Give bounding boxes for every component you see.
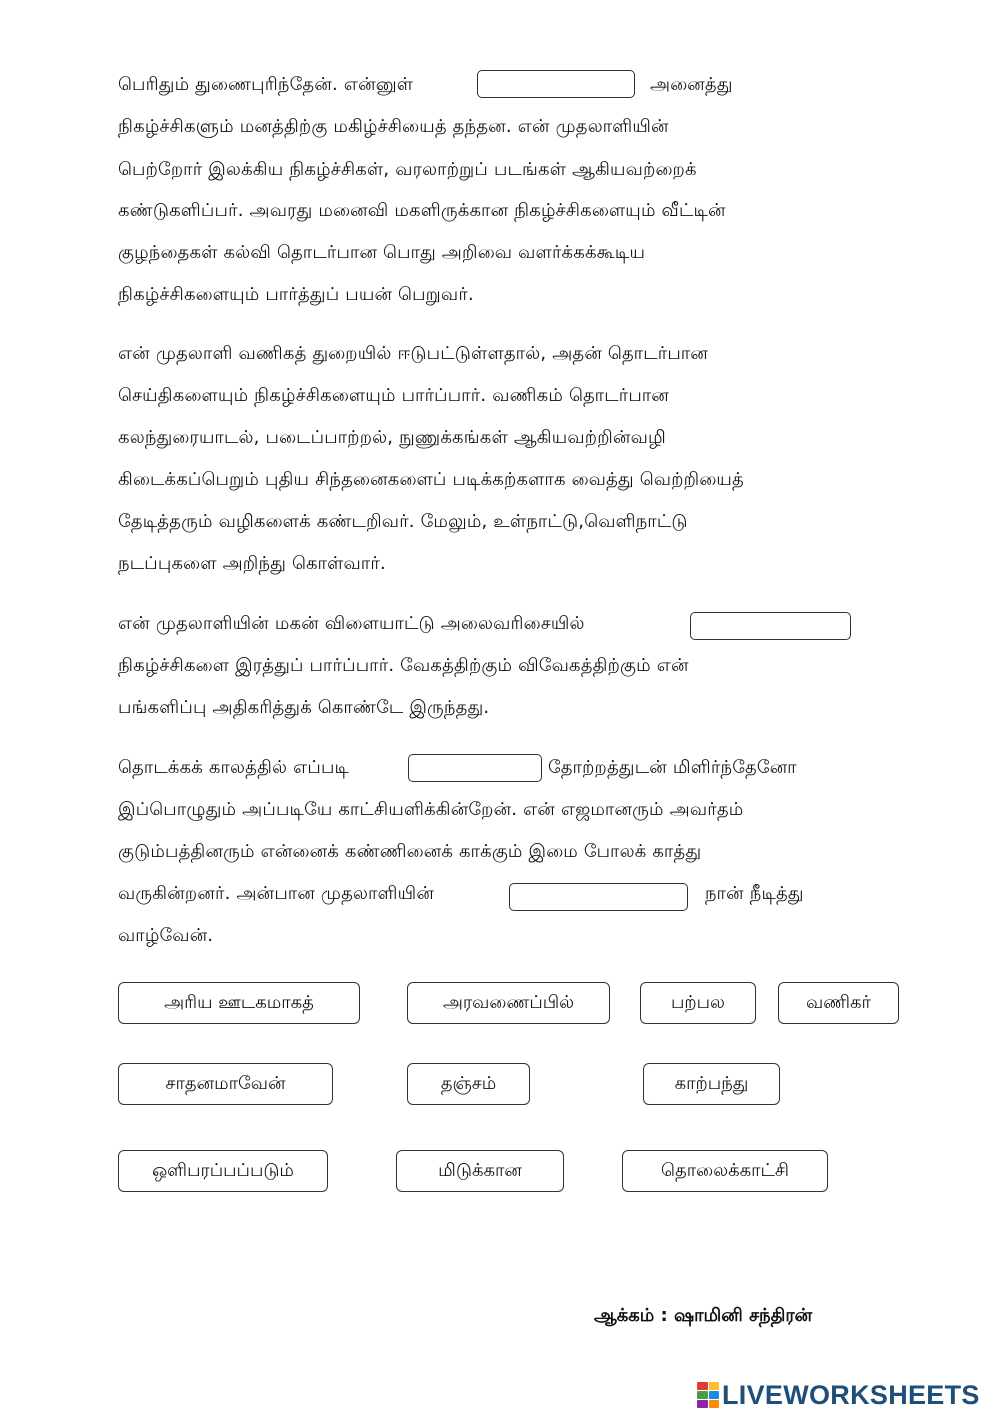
- p1-line3: பெற்றோர் இலக்கிய நிகழ்ச்சிகள், வரலாற்றுப் படங்கள் ஆகியவற்றைக்: [118, 159, 697, 180]
- word-chip-tholaikkaatchi[interactable]: தொலைக்காட்சி: [622, 1150, 828, 1192]
- logo-block: [709, 1382, 720, 1390]
- word-chip-thanjam[interactable]: தஞ்சம்: [407, 1063, 530, 1105]
- p4-line2: இப்பொழுதும் அப்படியே காட்சியளிக்கின்றேன். என் எஜமானரும் அவர்தம்: [118, 799, 744, 820]
- word-chip-midukkana[interactable]: மிடுக்கான: [396, 1150, 564, 1192]
- liveworksheets-logo-icon: [697, 1382, 719, 1408]
- logo-block: [697, 1400, 708, 1408]
- p1-line2: நிகழ்ச்சிகளும் மனத்திற்கு மகிழ்ச்சியைத் தந்தன. என் முதலாளியின்: [118, 116, 669, 137]
- liveworksheets-logo[interactable]: [697, 1378, 980, 1412]
- answer-input-1[interactable]: [478, 71, 634, 97]
- p1-line1-before: பெரிதும் துணைபுரிந்தேன். என்னுள்: [118, 74, 414, 95]
- word-chip-ariya-oodagamaga[interactable]: அரிய ஊடகமாகத்: [118, 982, 360, 1024]
- p2-line5: தேடித்தரும் வழிகளைக் கண்டறிவர். மேலும், உள்நாட்டு,வெளிநாட்டு: [118, 511, 688, 532]
- author-credit: ஆக்கம் : ஷாமினி சந்திரன்: [594, 1305, 813, 1326]
- logo-block: [697, 1382, 708, 1390]
- p1-line6: நிகழ்ச்சிகளையும் பார்த்துப் பயன் பெறுவர்.: [118, 284, 474, 305]
- p2-line4: கிடைக்கப்பெறும் புதிய சிந்தனைகளைப் படிக்கற்களாக வைத்து வெற்றியைத்: [118, 469, 744, 490]
- word-chip-kaarpanthu[interactable]: காற்பந்து: [643, 1063, 780, 1105]
- p3-line3: பங்களிப்பு அதிகரித்துக் கொண்டே இருந்தது.: [118, 697, 490, 718]
- word-chip-aravanaippil[interactable]: அரவணைப்பில்: [407, 982, 610, 1024]
- word-chip-sathanamaven[interactable]: சாதனமாவேன்: [118, 1063, 333, 1105]
- p2-line3: கலந்துரையாடல், படைப்பாற்றல், நுணுக்கங்கள் ஆகியவற்றின்வழி: [118, 427, 666, 448]
- answer-blank-4[interactable]: [509, 883, 688, 911]
- answer-input-3[interactable]: [409, 755, 541, 781]
- p2-line2: செய்திகளையும் நிகழ்ச்சிகளையும் பார்ப்பார். வணிகம் தொடர்பான: [118, 385, 670, 406]
- logo-block: [709, 1400, 720, 1408]
- word-chip-vanigar[interactable]: வணிகர்: [778, 982, 899, 1024]
- liveworksheets-logo-text: LIVEWORKSHEETS: [722, 1379, 980, 1410]
- p4-line4-after: நான் நீடித்து: [705, 883, 804, 904]
- p3-line1-before: என் முதலாளியின் மகன் விளையாட்டு அலைவரிசையில்: [118, 613, 585, 634]
- word-chip-olibarappappadum[interactable]: ஒளிபரப்பப்படும்: [118, 1150, 328, 1192]
- answer-blank-3[interactable]: [408, 754, 542, 782]
- p4-line3: குடும்பத்தினரும் என்னைக் கண்ணினைக் காக்கும் இமை போலக் காத்து: [118, 841, 702, 862]
- word-chip-parpala[interactable]: பற்பல: [640, 982, 756, 1024]
- p1-line4: கண்டுகளிப்பர். அவரது மனைவி மகளிருக்கான நிகழ்ச்சிகளையும் வீட்டின்: [118, 200, 726, 221]
- p4-line1-before: தொடக்கக் காலத்தில் எப்படி: [118, 757, 350, 778]
- logo-block: [709, 1391, 720, 1399]
- answer-blank-2[interactable]: [690, 612, 851, 640]
- p2-line1: என் முதலாளி வணிகத் துறையில் ஈடுபட்டுள்ளதால், அதன் தொடர்பான: [118, 343, 709, 364]
- answer-blank-1[interactable]: [477, 70, 635, 98]
- p1-line1-after: அனைத்து: [650, 74, 733, 95]
- p3-line2: நிகழ்ச்சிகளை இரத்துப் பார்ப்பார். வேகத்திற்கும் விவேகத்திற்கும் என்: [118, 655, 689, 676]
- logo-block: [697, 1391, 708, 1399]
- p1-line5: குழந்தைகள் கல்வி தொடர்பான பொது அறிவை வளர்க்கக்கூடிய: [118, 242, 646, 263]
- p2-line6: நடப்புகளை அறிந்து கொள்வார்.: [118, 553, 386, 574]
- p4-line4-before: வருகின்றனர். அன்பான முதலாளியின்: [118, 883, 434, 904]
- p4-line1-after: தோற்றத்துடன் மிளிர்ந்தேனோ: [548, 757, 797, 778]
- answer-input-2[interactable]: [691, 613, 850, 639]
- p4-line5: வாழ்வேன்.: [118, 925, 214, 946]
- answer-input-4[interactable]: [510, 884, 687, 910]
